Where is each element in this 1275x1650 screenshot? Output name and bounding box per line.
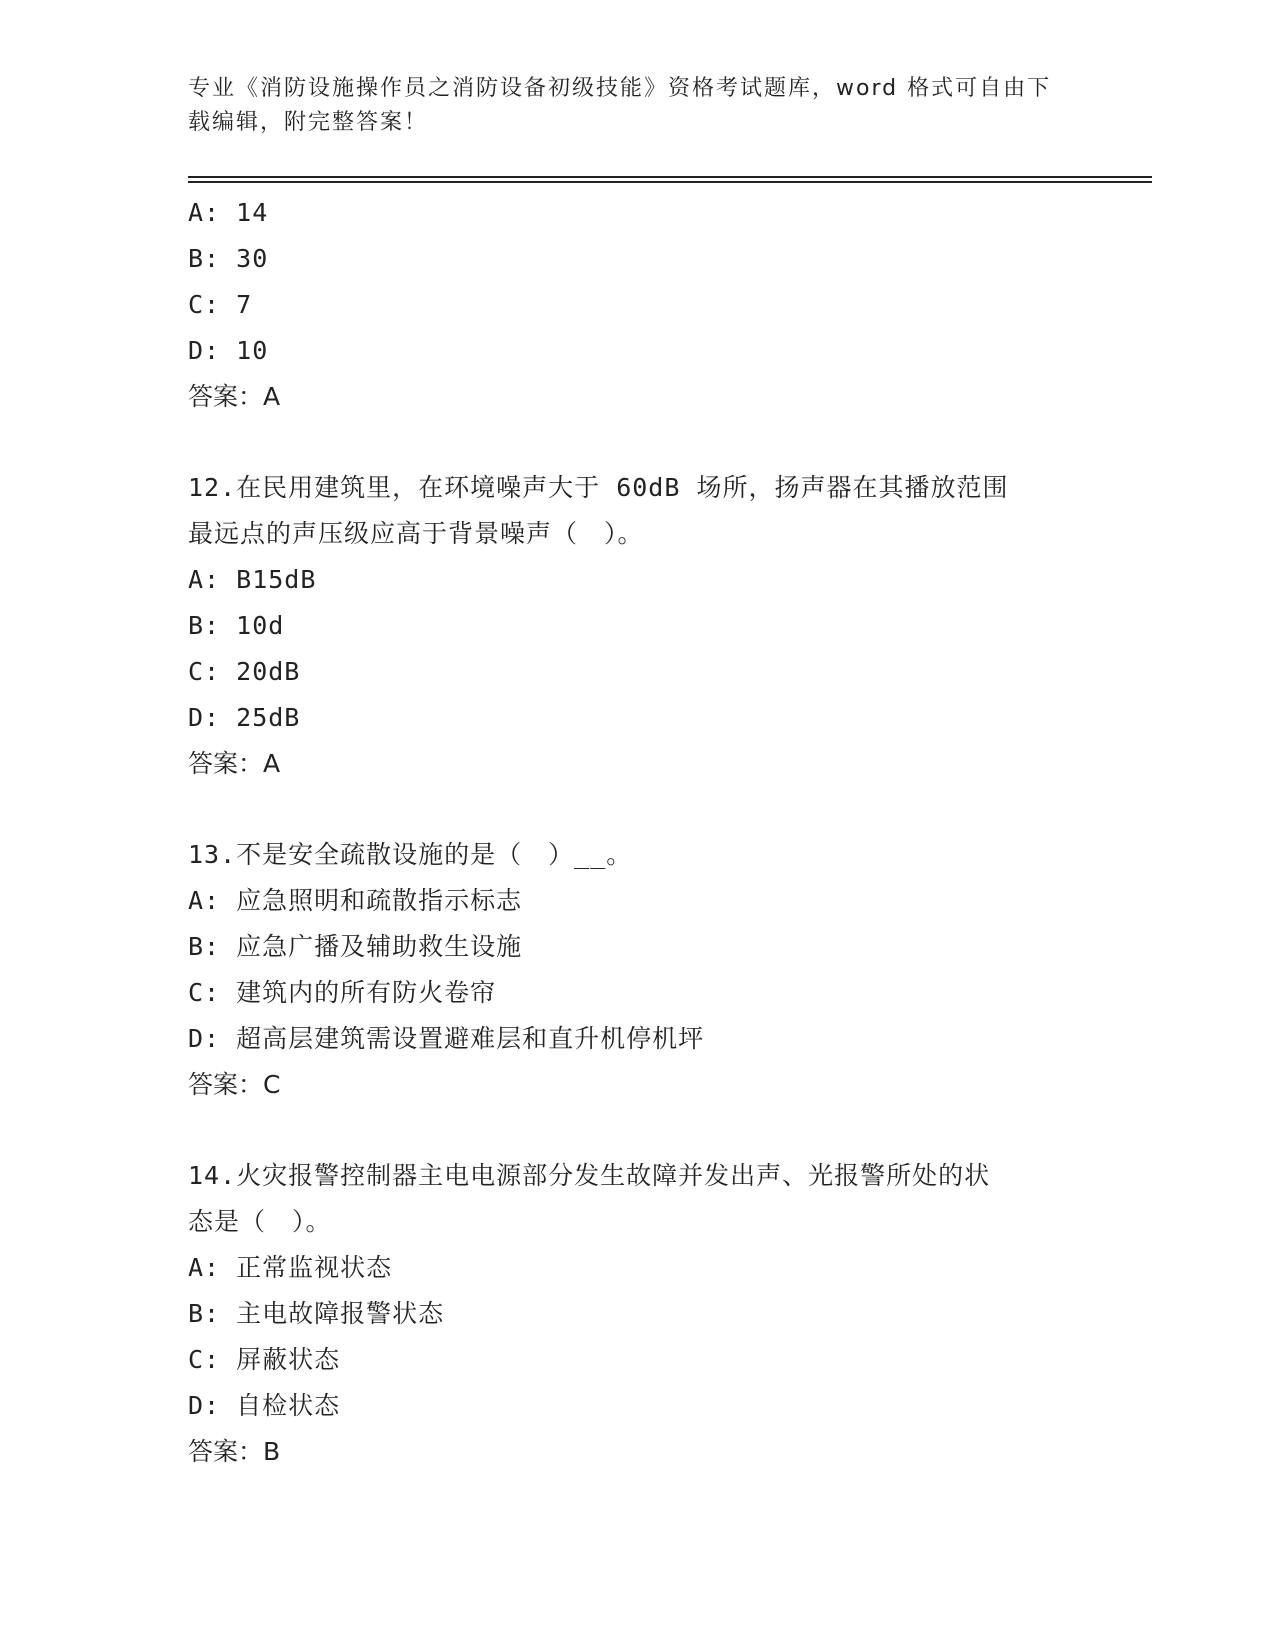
header-divider-bottom (188, 181, 1152, 183)
question-11 (188, 190, 1088, 420)
header-divider-top (188, 176, 1152, 178)
question-14 (188, 1153, 1088, 1475)
answer: 答案：C (188, 1070, 281, 1099)
option-c: C: 7 (188, 290, 253, 319)
option-a: A: 应急照明和疏散指示标志 (188, 886, 523, 915)
option-d: D: 10 (188, 336, 269, 365)
answer: 答案：B (188, 1437, 281, 1466)
question-13 (188, 832, 1088, 1108)
option-a: A: B15dB (188, 565, 317, 594)
option-b: B: 主电故障报警状态 (188, 1299, 445, 1328)
question-text-line-2: 态是（ ）。 (188, 1207, 332, 1236)
answer: 答案：A (188, 382, 281, 411)
option-c: C: 建筑内的所有防火卷帘 (188, 978, 497, 1007)
header-line-2: 载编辑，附完整答案！ (188, 110, 429, 135)
question-12 (188, 465, 1088, 787)
question-text-line-2: 最远点的声压级应高于背景噪声（ ）。 (188, 519, 644, 548)
option-a: A: 正常监视状态 (188, 1253, 393, 1282)
option-d: D: 自检状态 (188, 1391, 341, 1420)
option-b: B: 30 (188, 244, 269, 273)
document-header (188, 72, 1068, 140)
question-text-line-1: 13.不是安全疏散设施的是（ ）__。 (188, 840, 633, 869)
option-d: D: 超高层建筑需设置避难层和直升机停机坪 (188, 1024, 705, 1053)
header-line-1: 专业《消防设施操作员之消防设备初级技能》资格考试题库，word 格式可自由下 (188, 76, 1052, 101)
question-list (188, 190, 1088, 1475)
question-text-line-1: 14.火灾报警控制器主电电源部分发生故障并发出声、光报警所处的状 (188, 1161, 991, 1190)
option-b: B: 10d (188, 611, 285, 640)
option-b: B: 应急广播及辅助救生设施 (188, 932, 523, 961)
question-text-line-1: 12.在民用建筑里，在环境噪声大于 60dB 场所，扬声器在其播放范围 (188, 473, 1009, 502)
option-d: D: 25dB (188, 703, 301, 732)
option-a: A: 14 (188, 198, 269, 227)
option-c: C: 屏蔽状态 (188, 1345, 341, 1374)
option-c: C: 20dB (188, 657, 301, 686)
answer: 答案：A (188, 749, 281, 778)
